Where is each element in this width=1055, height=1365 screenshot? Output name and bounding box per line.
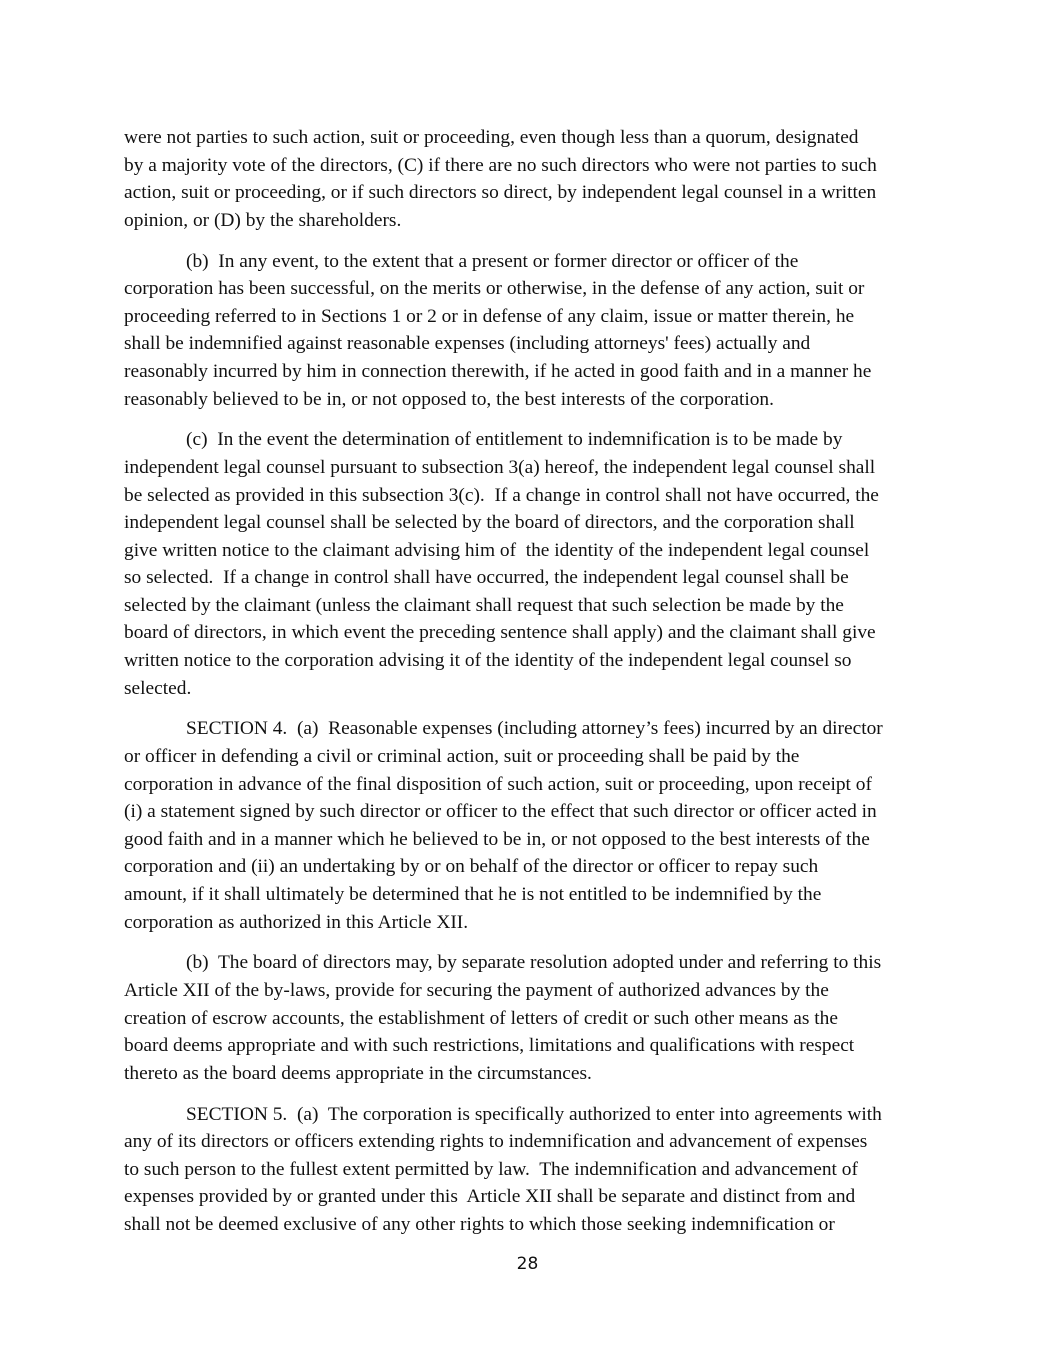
text-line: give written notice to the claimant advising him of the identity of the independent legal counsel [124, 539, 870, 561]
paragraph [124, 715, 932, 936]
text-line: selected by the claimant (unless the claimant shall request that such selection be made by the [124, 594, 844, 616]
text-line: shall be indemnified against reasonable expenses (including attorneys' fees) actually and [124, 333, 811, 355]
text-line: or officer in defending a civil or criminal action, suit or proceeding shall be paid by the [124, 746, 800, 768]
text-line: be selected as provided in this subsection 3(c). If a change in control shall not have occurred, the [124, 484, 879, 506]
text-line: corporation and (ii) an undertaking by or on behalf of the director or officer to repay such [124, 856, 819, 878]
text-line: shall not be deemed exclusive of any other rights to which those seeking indemnification or [124, 1213, 835, 1235]
text-line: corporation as authorized in this Article XII. [124, 911, 469, 933]
paragraph [124, 124, 932, 234]
text-line: amount, if it shall ultimately be determined that he is not entitled to be indemnified by the [124, 884, 822, 905]
text-line: corporation has been successful, on the merits or otherwise, in the defense of any action, suit or [124, 278, 865, 300]
text-line: written notice to the corporation advising it of the identity of the independent legal counsel so [124, 650, 852, 672]
page-number: 28 [516, 1254, 539, 1274]
text-line: expenses provided by or granted under this Article XII shall be separate and distinct from and [124, 1186, 856, 1208]
text-line: proceeding referred to in Sections 1 or 2 or in defense of any claim, issue or matter therein, he [124, 305, 855, 327]
text-line: independent legal counsel shall be selected by the board of directors, and the corporation shall [124, 512, 855, 534]
text-line: opinion, or (D) by the shareholders. [124, 209, 402, 231]
text-line: SECTION 4. (a) Reasonable expenses (including attorney’s fees) incurred by an director [186, 718, 883, 740]
text-line: board of directors, in which event the preceding sentence shall apply) and the claimant shall give [124, 622, 876, 644]
text-line: to such person to the fullest extent permitted by law. The indemnification and advancement of [124, 1158, 858, 1180]
text-line: (c) In the event the determination of entitlement to indemnification is to be made by [186, 429, 843, 451]
text-line: (b) In any event, to the extent that a present or former director or officer of the [186, 250, 799, 272]
paragraph [124, 1101, 932, 1239]
text-line: action, suit or proceeding, or if such directors so direct, by independent legal counsel in a written [124, 182, 877, 204]
text-line: selected. [124, 677, 192, 699]
text-line: so selected. If a change in control shall have occurred, the independent legal counsel shall be [124, 567, 849, 589]
paragraph [124, 248, 932, 414]
text-line: independent legal counsel pursuant to subsection 3(a) hereof, the independent legal counsel shall [124, 456, 876, 478]
text-line: were not parties to such action, suit or proceeding, even though less than a quorum, designated [124, 127, 859, 148]
text-line: creation of escrow accounts, the establishment of letters of credit or such other means as the [124, 1007, 838, 1029]
text-line: (i) a statement signed by such director or officer to the effect that such director or officer acted in [124, 801, 877, 823]
text-line: SECTION 5. (a) The corporation is specifically authorized to enter into agreements with [186, 1103, 882, 1125]
document-body [124, 124, 932, 1252]
text-line: good faith and in a manner which he believed to be in, or not opposed to the best interests of the [124, 828, 870, 850]
text-line: reasonably believed to be in, or not opposed to, the best interests of the corporation. [124, 388, 774, 410]
text-line: any of its directors or officers extending rights to indemnification and advancement of expenses [124, 1131, 868, 1153]
paragraph [124, 949, 932, 1087]
text-line: corporation in advance of the final disposition of such action, suit or proceeding, upon receipt of [124, 773, 872, 795]
text-line: (b) The board of directors may, by separate resolution adopted under and referring to this [186, 952, 882, 974]
text-line: reasonably incurred by him in connection therewith, if he acted in good faith and in a manner he [124, 360, 872, 382]
text-line: board deems appropriate and with such restrictions, limitations and qualifications with respect [124, 1035, 855, 1057]
text-line: Article XII of the by-laws, provide for securing the payment of authorized advances by the [124, 979, 829, 1001]
text-line: by a majority vote of the directors, (C) if there are no such directors who were not parties to such [124, 154, 877, 176]
paragraph [124, 426, 932, 702]
text-line: thereto as the board deems appropriate in the circumstances. [124, 1062, 592, 1084]
